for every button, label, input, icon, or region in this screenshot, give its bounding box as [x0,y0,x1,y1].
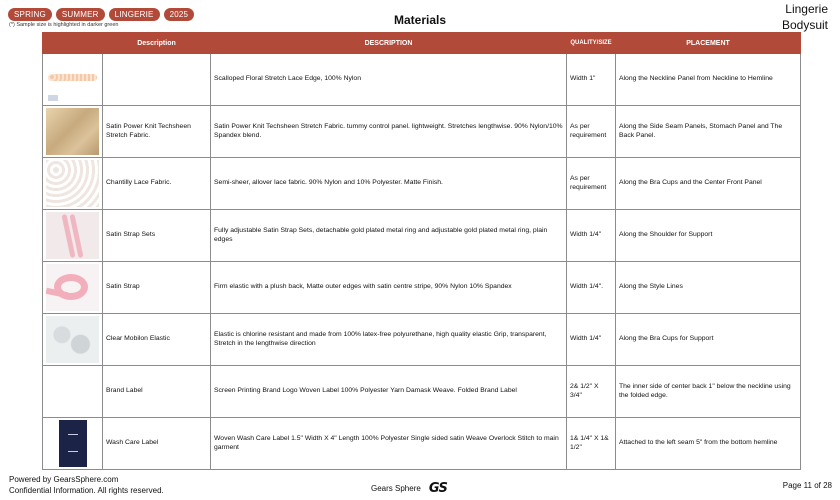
footer-credits [9,475,164,496]
material-size: Width 1/4". [567,262,616,314]
swatch-cell [43,366,103,418]
swatch-cell [43,158,103,210]
table-row [43,210,801,262]
lace-edge-swatch [46,56,99,103]
material-placement: Along the Side Seam Panels, Stomach Panel and The Back Panel. [616,106,801,158]
material-description: Woven Wash Care Label 1.5" Width X 4" Length 100% Polyester Single sided satin Weave Overlock Stitch to main garment [211,418,567,470]
material-name: Brand Label [103,366,211,418]
satin-strap-swatch [46,264,99,311]
material-placement: The inner side of center back 1" below the neckline using the folded edge. [616,366,801,418]
brand-name: Gears Sphere [371,484,421,493]
tag-spring: SPRING [8,8,52,21]
swatch-cell [43,54,103,106]
material-name: Clear Mobilon Elastic [103,314,211,366]
material-description: Semi-sheer, allover lace fabric. 90% Nylon and 10% Polyester. Matte Finish. [211,158,567,210]
material-size: Width 1/4" [567,210,616,262]
materials-table [42,32,801,470]
material-name: Satin Strap Sets [103,210,211,262]
wash-label-swatch [46,420,99,467]
page-title: Materials [393,13,447,27]
material-description: Fully adjustable Satin Strap Sets, detachable gold plated metal ring and adjustable gold plated metal ring, plain edges [211,210,567,262]
material-size: 2& 1/2" X 3/4" [567,366,616,418]
table-row [43,366,801,418]
table-row [43,314,801,366]
material-placement: Along the Neckline Panel from Neckline to Hemline [616,54,801,106]
powered-by-link[interactable]: Powered by GearsSphere.com [9,475,119,484]
material-size: Width 1/4" [567,314,616,366]
header-description: DESCRIPTION [211,33,567,54]
page-number: Page 11 of 28 [782,481,832,490]
table-header-row [43,33,801,54]
gs-logo: GS [428,481,447,496]
header-image [43,33,103,54]
material-description: Scalloped Floral Stretch Lace Edge, 100% Nylon [211,54,567,106]
confidential-notice: Confidential Information. All rights reserved. [9,485,164,495]
material-name: Satin Power Knit Techsheen Stretch Fabric. [103,106,211,158]
swatch-cell [43,314,103,366]
swatch-cell [43,262,103,314]
material-placement: Along the Style Lines [616,262,801,314]
material-placement: Along the Bra Cups for Support [616,314,801,366]
material-placement: Along the Bra Cups and the Center Front Panel [616,158,801,210]
footer-brand [371,481,447,496]
material-size: Width 1" [567,54,616,106]
garment-name [782,1,828,33]
material-name: Chantilly Lace Fabric. [103,158,211,210]
material-name: Satin Strap [103,262,211,314]
strap-sets-swatch [46,212,99,259]
material-description: Satin Power Knit Techsheen Stretch Fabric. tummy control panel. lightweight. Stretches lengthwise. 90% Nylon/10% Spandex blend. [211,106,567,158]
swatch-cell [43,418,103,470]
material-size: As per requirement [567,106,616,158]
material-placement: Attached to the left seam 5" from the bottom hemline [616,418,801,470]
header-quality-size: QUALITY/SIZE [567,33,616,54]
header-name: Description [103,33,211,54]
material-size: 1& 1/4" X 1& 1/2" [567,418,616,470]
swatch-cell [43,210,103,262]
mobilon-swatch [46,316,99,363]
material-placement: Along the Shoulder for Support [616,210,801,262]
chantilly-lace-swatch [46,160,99,207]
satin-knit-swatch [46,108,99,155]
tag-year: 2025 [164,8,195,21]
swatch-cell [43,106,103,158]
material-description: Elastic is chlorine resistant and made from 100% latex-free polyurethane, high quality elastic Grip, transparent, Stretch in the lengthwise direction [211,314,567,366]
table-row [43,106,801,158]
tag-lingerie: LINGERIE [109,8,160,21]
table-row [43,158,801,210]
material-size: As per requirement [567,158,616,210]
header-placement: PLACEMENT [616,33,801,54]
material-description: Screen Printing Brand Logo Woven Label 100% Polyester Yarn Damask Weave. Folded Brand Label [211,366,567,418]
garment-line-1: Lingerie [785,2,828,16]
sample-size-note: (*) Sample size is highlighted in darker green [9,22,119,28]
table-row [43,262,801,314]
table-row [43,418,801,470]
garment-line-2: Bodysuit [781,18,828,32]
table-row [43,54,801,106]
material-name: Wash Care Label [103,418,211,470]
material-name [103,54,211,106]
material-description: Firm elastic with a plush back, Matte outer edges with satin centre stripe, 90% Nylon 10% Spandex [211,262,567,314]
tag-summer: SUMMER [56,8,105,21]
